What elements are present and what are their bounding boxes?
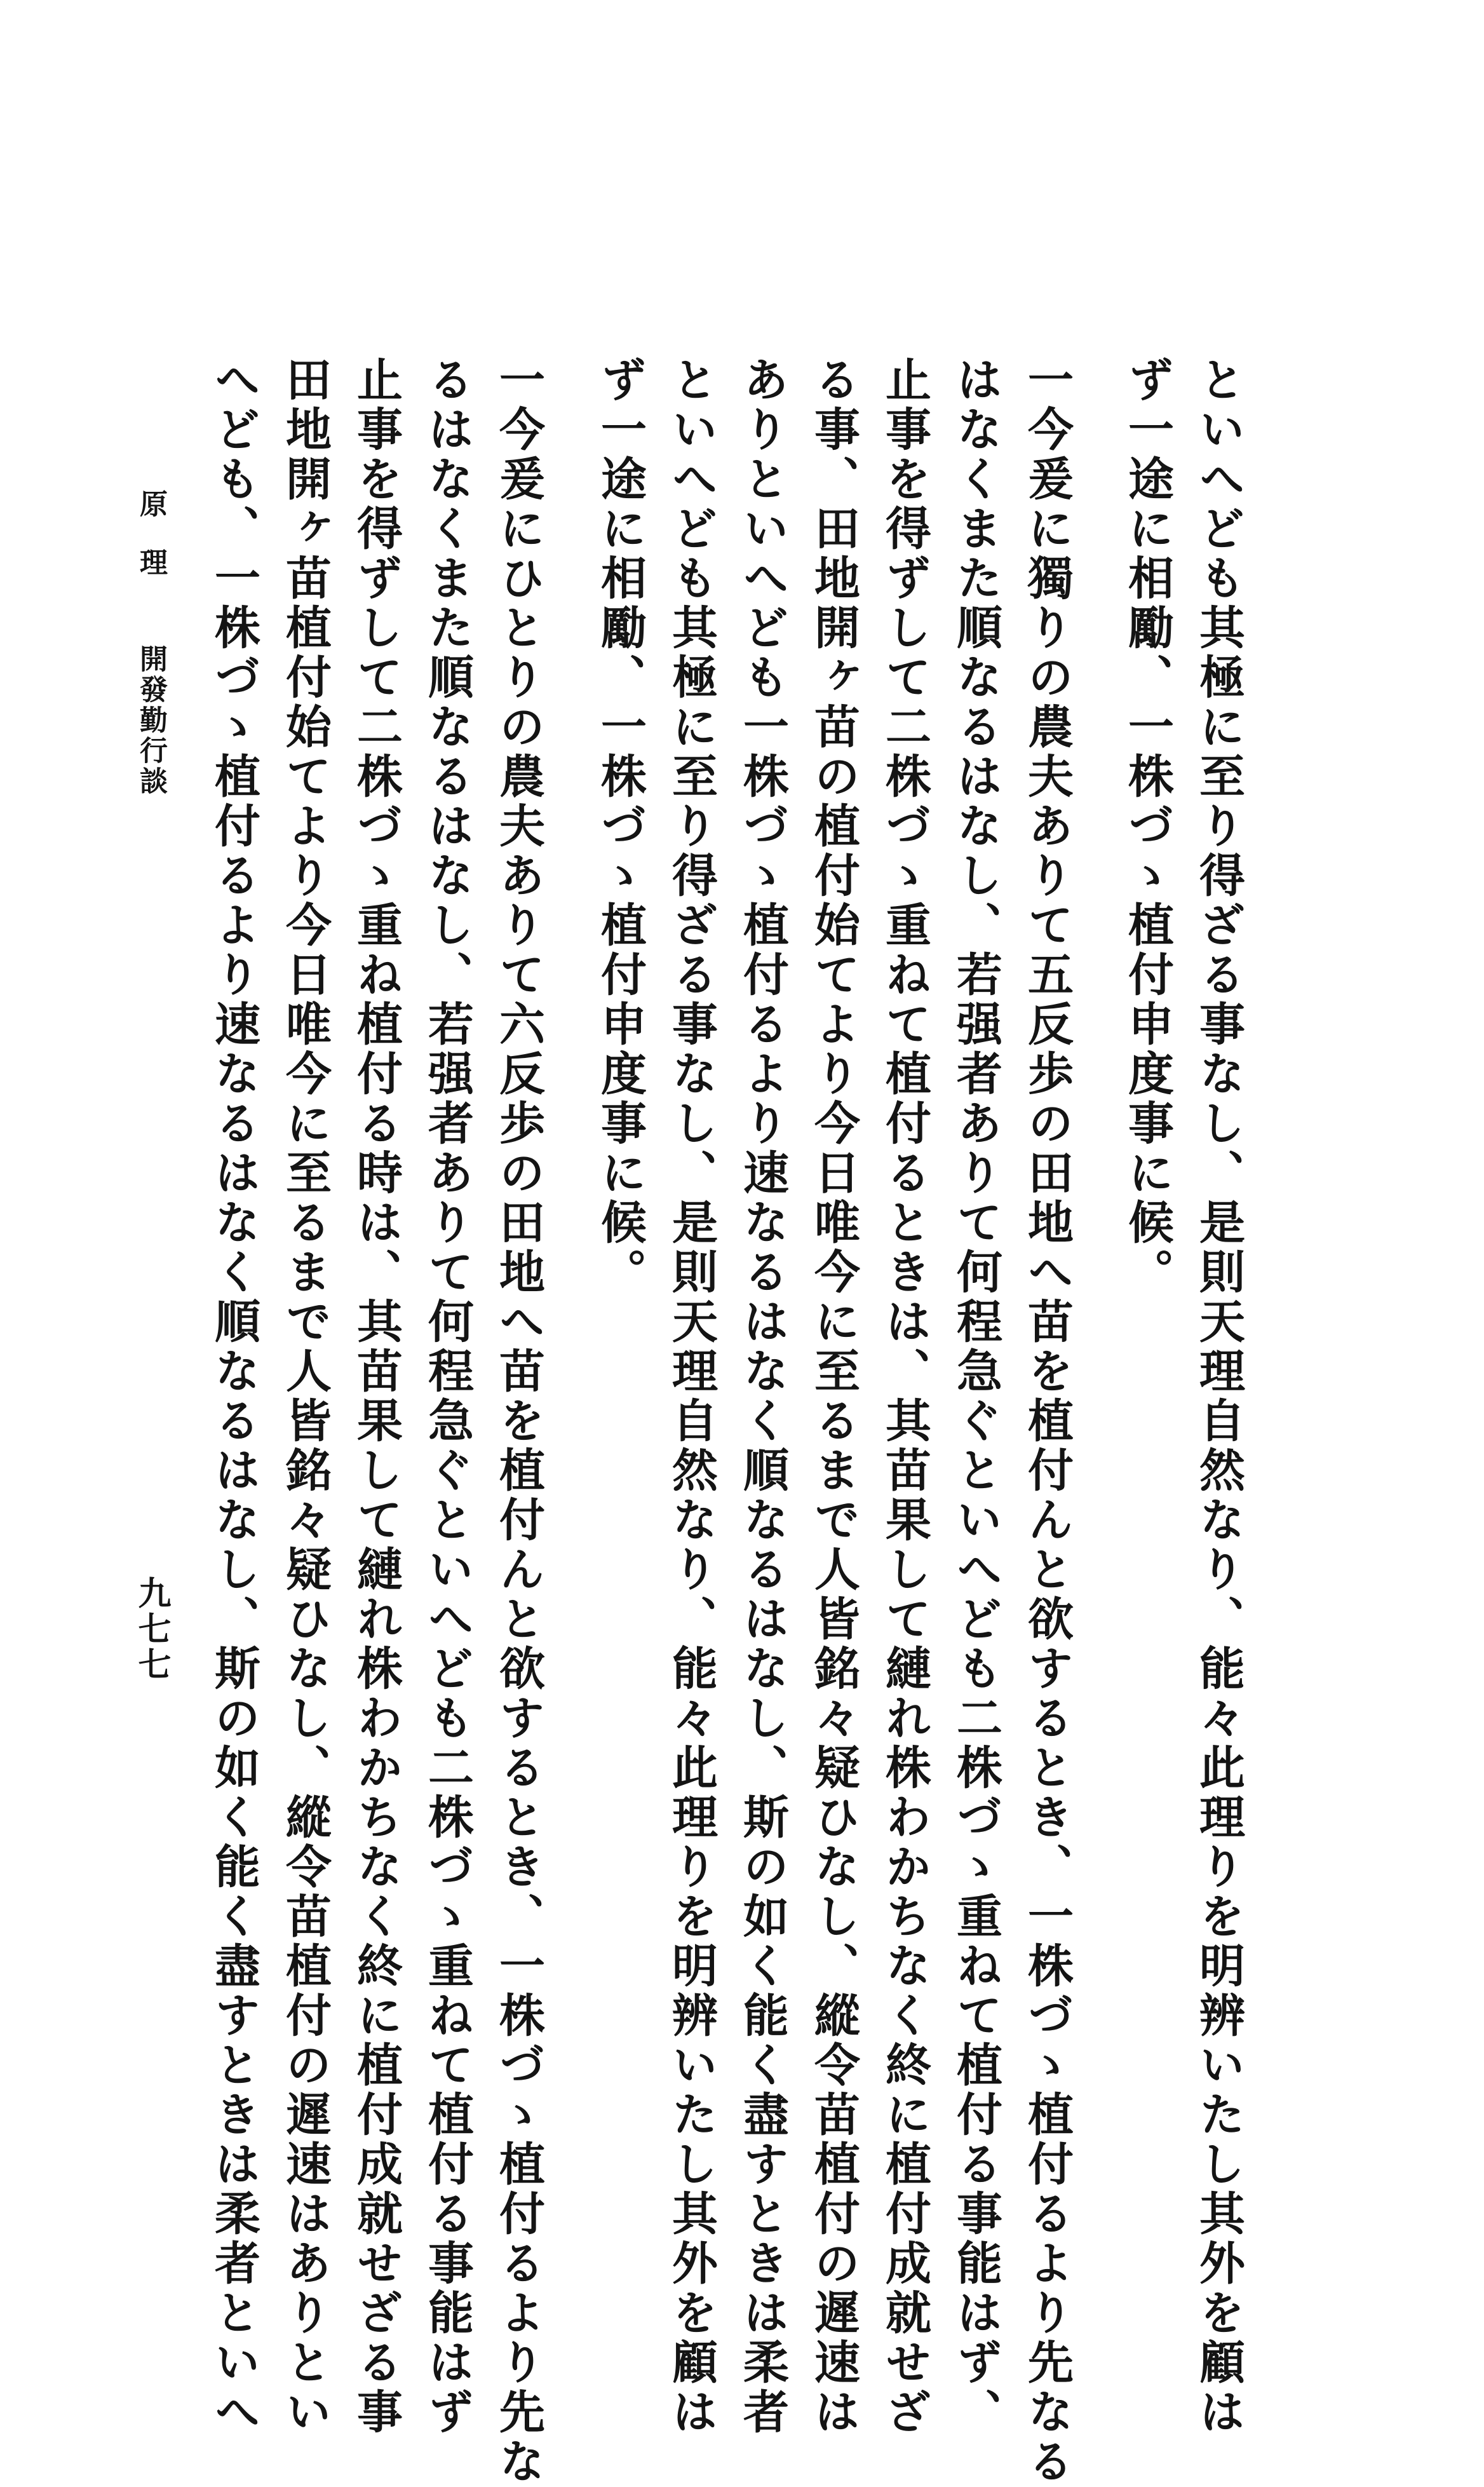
text-column-1: といへども其極に至り得ざる事なし、是則天理自然なり、能々此理りを明辨いたし其外を顧は [1192,356,1246,2437]
text-column-10: 一今爰にひとりの農夫ありて六反歩の田地へ苗を植付んと欲するとき、一株づゝ植付るより先な [492,356,546,2487]
text-column-3: 一今爰に獨りの農夫ありて五反歩の田地へ苗を植付んと欲するとき、一株づゝ植付るより先なる [1020,356,1074,2487]
text-column-4: はなくまた順なるはなし、若强者ありて何程急ぐといへども二株づゝ重ねて植付る事能はず、 [949,356,1003,2437]
page-number: 九七七 [132,1576,171,1683]
text-column-6: る事、田地開ヶ苗の植付始てより今日唯今に至るまで人皆銘々疑ひなし、縱令苗植付の遲速は [807,356,861,2437]
text-column-13: 田地開ヶ苗植付始てより今日唯今に至るまで人皆銘々疑ひなし、縱令苗植付の遲速はありとい [278,356,332,2437]
text-column-12: 止事を得ずして二株づゝ重ね植付る時は、其苗果して縺れ株わかちなく終に植付成就せざる事 [349,356,403,2437]
text-column-8: といへども其極に至り得ざる事なし、是則天理自然なり、能々此理りを明辨いたし其外を顧は [664,356,718,2437]
text-column-14: へども、一株づゝ植付るより速なるはなく順なるはなし、斯の如く能く盡すときは柔者といへ [207,356,261,2437]
running-head [137,489,165,797]
text-column-2: ず一途に相勵、一株づゝ植付申度事に候。 [1121,356,1175,1298]
text-column-11: るはなくまた順なるはなし、若强者ありて何程急ぐといへども二株づゝ重ねて植付る事能はず [421,356,475,2437]
text-column-5: 止事を得ずして二株づゝ重ねて植付るときは、其苗果して縺れ株わかちなく終に植付成就せざ [878,356,932,2437]
text-column-9: ず一途に相勵、一株づゝ植付申度事に候。 [593,356,647,1298]
running-head-book-title: 開發勤行談 [135,644,167,797]
running-head-section: 原理 [135,489,167,606]
text-column-7: ありといへども一株づゝ植付るより速なるはなく順なるはなし、斯の如く能く盡すときは柔者 [736,356,790,2437]
